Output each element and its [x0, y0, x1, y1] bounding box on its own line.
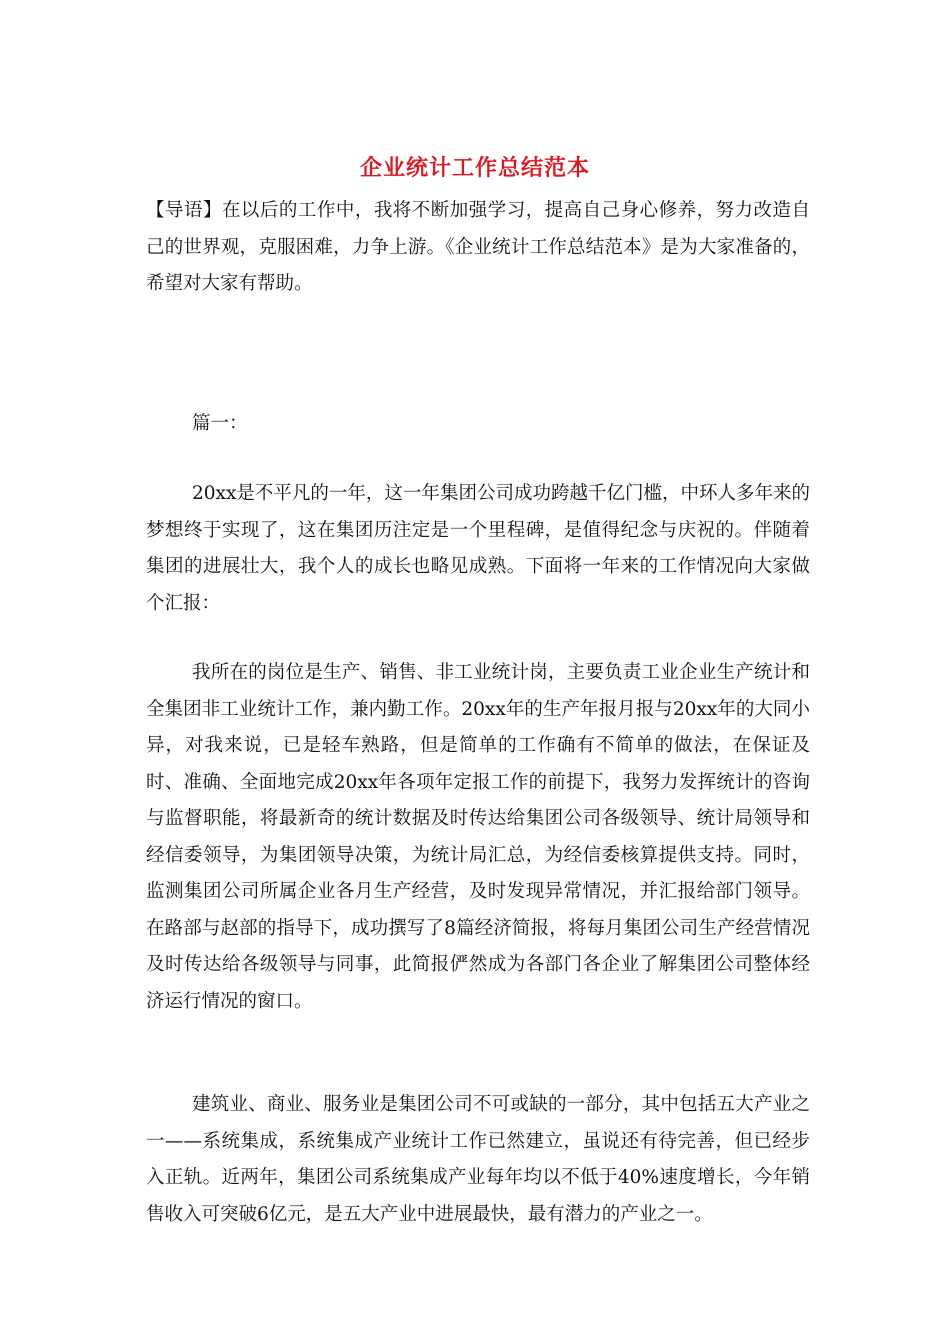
intro-paragraph: 【导语】在以后的工作中，我将不断加强学习，提高自己身心修养，努力改造自己的世界观，克服困难，力争上游。《企业统计工作总结范本》是为大家准备的，希望对大家有帮助。	[146, 200, 810, 294]
body-paragraph: 建筑业、商业、服务业是集团公司不可或缺的一部分，其中包括五大产业之一——系统集成，系统集成产业统计工作已然建立，虽说还有待完善，但已经步入正轨。近两年，集团公司系统集成产业每年均以不低于40%速度增长，今年销售收入可突破6亿元，是五大产业中进展最快，最有潜力的产业之一。	[146, 1094, 810, 1225]
body-paragraph: 20xx是不平凡的一年，这一年集团公司成功跨越千亿门槛，中环人多年来的梦想终于实现了，这在集团历注定是一个里程碑，是值得纪念与庆祝的。伴随着集团的进展壮大，我个人的成长也略见成熟。下面将一年来的工作情况向大家做个汇报：	[146, 483, 810, 614]
body-paragraph: 我所在的岗位是生产、销售、非工业统计岗，主要负责工业企业生产统计和全集团非工业统计工作，兼内勤工作。20xx年的生产年报月报与20xx年的大同小异，对我来说，已是轻车熟路，但是简单的工作确有不简单的做法，在保证及时、准确、全面地完成20xx年各项年定报工作的前提下，我努力发挥统计的咨询与监督职能，将最新奇的统计数据及时传达给集团公司各级领导、统计局领导和经信委领导，为集团领导决策，为统计局汇总，为经信委核算提供支持。同时，监测集团公司所属企业各月生产经营，及时发现异常情况，并汇报给部门领导。在路部与赵部的指导下，成功撰写了8篇经济简报，将每月集团公司生产经营情况及时传达给各级领导与同事，此简报俨然成为各部门各企业了解集团公司整体经济运行情况的窗口。	[146, 662, 810, 1012]
section-label: 篇一：	[192, 413, 248, 434]
document-title: 企业统计工作总结范本	[359, 155, 590, 181]
